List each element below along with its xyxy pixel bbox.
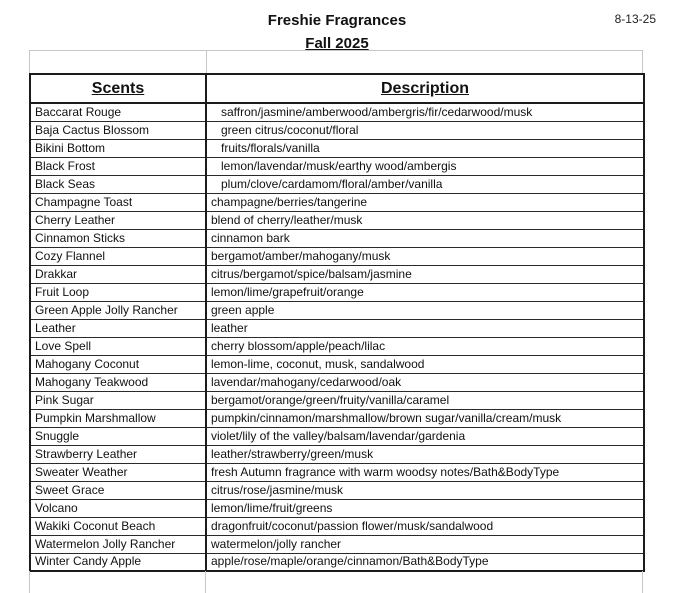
scent-cell: Leather — [30, 319, 206, 337]
table-row — [30, 301, 644, 319]
description-cell: lemon/lavendar/musk/earthy wood/ambergis — [206, 157, 644, 175]
description-cell: bergamot/orange/green/fruity/vanilla/caramel — [206, 391, 644, 409]
description-cell: fruits/florals/vanilla — [206, 139, 644, 157]
description-cell: bergamot/amber/mahogany/musk — [206, 247, 644, 265]
scent-cell: Black Frost — [30, 157, 206, 175]
scent-cell: Champagne Toast — [30, 193, 206, 211]
description-cell: leather/strawberry/green/musk — [206, 445, 644, 463]
description-cell: saffron/jasmine/amberwood/ambergris/fir/cedarwood/musk — [206, 103, 644, 121]
description-cell: lavendar/mahogany/cedarwood/oak — [206, 373, 644, 391]
scent-cell: Volcano — [30, 499, 206, 517]
table-row — [30, 103, 644, 121]
document-subtitle: Fall 2025 — [305, 35, 369, 52]
scent-cell: Bikini Bottom — [30, 139, 206, 157]
description-cell: champagne/berries/tangerine — [206, 193, 644, 211]
table-row — [30, 499, 644, 517]
empty-grid-row — [29, 50, 643, 73]
scent-cell: Fruit Loop — [30, 283, 206, 301]
description-cell: plum/clove/cardamom/floral/amber/vanilla — [206, 175, 644, 193]
description-cell: apple/rose/maple/orange/cinnamon/Bath&BodyType — [206, 553, 644, 571]
grid-line-tail-left — [29, 571, 30, 593]
description-cell: cherry blossom/apple/peach/lilac — [206, 337, 644, 355]
description-cell: cinnamon bark — [206, 229, 644, 247]
document-date: 8-13-25 — [614, 12, 656, 26]
scent-cell: Winter Candy Apple — [30, 553, 206, 571]
description-cell: lemon-lime, coconut, musk, sandalwood — [206, 355, 644, 373]
scent-cell: Green Apple Jolly Rancher — [30, 301, 206, 319]
table-row — [30, 445, 644, 463]
table-row — [30, 319, 644, 337]
table-row — [30, 373, 644, 391]
scent-cell: Cinnamon Sticks — [30, 229, 206, 247]
description-cell: pumpkin/cinnamon/marshmallow/brown sugar/vanilla/cream/musk — [206, 409, 644, 427]
table-row — [30, 175, 644, 193]
scent-cell: Black Seas — [30, 175, 206, 193]
description-cell: green apple — [206, 301, 644, 319]
table-row — [30, 211, 644, 229]
scent-cell: Baja Cactus Blossom — [30, 121, 206, 139]
description-cell: dragonfruit/coconut/passion flower/musk/sandalwood — [206, 517, 644, 535]
description-cell: fresh Autumn fragrance with warm woodsy notes/Bath&BodyType — [206, 463, 644, 481]
description-cell: watermelon/jolly rancher — [206, 535, 644, 553]
grid-divider-line — [206, 51, 207, 73]
description-cell: citrus/bergamot/spice/balsam/jasmine — [206, 265, 644, 283]
description-cell: blend of cherry/leather/musk — [206, 211, 644, 229]
description-cell: leather — [206, 319, 644, 337]
scent-cell: Pink Sugar — [30, 391, 206, 409]
grid-line-tail-middle — [205, 571, 206, 593]
table-row — [30, 283, 644, 301]
table-row — [30, 481, 644, 499]
grid-line-tail-right — [642, 571, 643, 593]
table-row — [30, 409, 644, 427]
scent-cell: Drakkar — [30, 265, 206, 283]
table-header-row — [30, 74, 644, 103]
fragrance-table — [29, 73, 645, 572]
scent-cell: Mahogany Coconut — [30, 355, 206, 373]
scent-cell: Wakiki Coconut Beach — [30, 517, 206, 535]
scent-cell: Love Spell — [30, 337, 206, 355]
table-row — [30, 391, 644, 409]
document-title: Freshie Fragrances — [267, 12, 407, 29]
scent-cell: Baccarat Rouge — [30, 103, 206, 121]
scent-cell: Cherry Leather — [30, 211, 206, 229]
scents-column-header: Scents — [30, 74, 206, 103]
table-row — [30, 193, 644, 211]
table-row — [30, 139, 644, 157]
table-row — [30, 337, 644, 355]
description-cell: lemon/lime/grapefruit/orange — [206, 283, 644, 301]
table-row — [30, 229, 644, 247]
table-row — [30, 553, 644, 571]
description-cell: citrus/rose/jasmine/musk — [206, 481, 644, 499]
table-row — [30, 463, 644, 481]
table-row — [30, 121, 644, 139]
table-row — [30, 517, 644, 535]
description-cell: violet/lily of the valley/balsam/lavendar/gardenia — [206, 427, 644, 445]
table-row — [30, 157, 644, 175]
scent-cell: Snuggle — [30, 427, 206, 445]
scent-cell: Sweater Weather — [30, 463, 206, 481]
table-row — [30, 247, 644, 265]
table-row — [30, 355, 644, 373]
table-row — [30, 427, 644, 445]
scent-cell: Watermelon Jolly Rancher — [30, 535, 206, 553]
table-row — [30, 265, 644, 283]
description-column-header: Description — [206, 74, 644, 103]
description-cell: green citrus/coconut/floral — [206, 121, 644, 139]
scent-cell: Sweet Grace — [30, 481, 206, 499]
scent-cell: Cozy Flannel — [30, 247, 206, 265]
table-row — [30, 535, 644, 553]
description-cell: lemon/lime/fruit/greens — [206, 499, 644, 517]
scent-cell: Pumpkin Marshmallow — [30, 409, 206, 427]
scent-cell: Strawberry Leather — [30, 445, 206, 463]
scent-cell: Mahogany Teakwood — [30, 373, 206, 391]
